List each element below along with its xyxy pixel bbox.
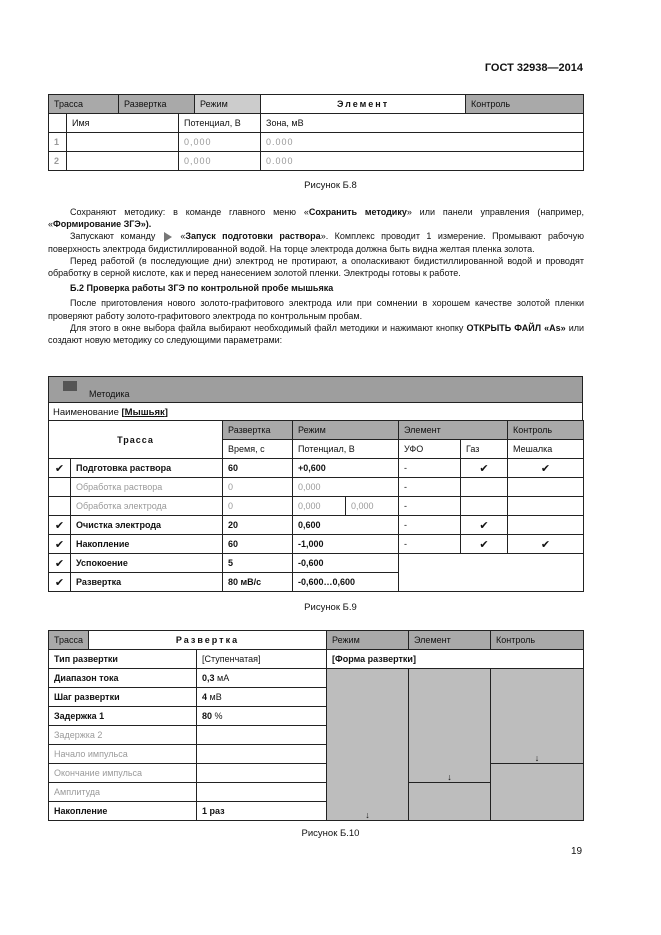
table-row: ✔ Развертка 80 мВ/с -0,600…0,600: [49, 573, 584, 592]
tab-rezhim[interactable]: Режим: [293, 421, 399, 440]
tab-rezhim[interactable]: Режим: [327, 631, 409, 650]
waveform-panel-2[interactable]: [409, 669, 491, 783]
arrow-down-icon: ↓: [534, 753, 540, 763]
fig9-table: [48, 420, 584, 592]
fig10-tabs-row: [49, 631, 584, 650]
tab-element[interactable]: Элемент: [409, 631, 491, 650]
waveform-panel-2b[interactable]: [409, 783, 491, 821]
table-row: Задержка 1 80 %: [49, 707, 584, 726]
table-row: Амплитуда: [49, 783, 584, 802]
col-time: Время, с: [223, 440, 293, 459]
tab-trassa[interactable]: Трасса: [49, 95, 119, 114]
tab-kontrol[interactable]: Контроль: [508, 421, 584, 440]
fig8-table: [48, 94, 584, 171]
fig8-header-row: [49, 114, 584, 133]
table-row: 1 0,000 0.000: [49, 133, 584, 152]
fig10-table: [48, 630, 584, 821]
tab-element[interactable]: Элемент: [261, 95, 466, 114]
check-icon[interactable]: ✔: [49, 573, 71, 592]
standard-header: ГОСТ 32938—2014: [484, 62, 583, 74]
check-icon[interactable]: ✔: [461, 535, 508, 554]
check-icon[interactable]: ✔: [461, 459, 508, 478]
col-gas: Газ: [461, 440, 508, 459]
window-icon: [63, 381, 77, 391]
tab-rezhim[interactable]: Режим: [195, 95, 261, 114]
table-row: Шаг развертки 4 мВ: [49, 688, 584, 707]
fig10-caption: Рисунок Б.10: [301, 828, 360, 839]
check-icon[interactable]: ✔: [49, 554, 71, 573]
run-icon: [164, 232, 172, 242]
table-row: 2 0,000 0.000: [49, 152, 584, 171]
col-stirrer: Мешалка: [508, 440, 584, 459]
tab-element[interactable]: Элемент: [399, 421, 508, 440]
fig9-tabs-row: [49, 421, 584, 440]
method-name-row: Наименование [Мышьяк]: [48, 402, 583, 422]
table-row: ✔ Накопление 60 -1,000 - ✔ ✔: [49, 535, 584, 554]
tab-razvertka[interactable]: Развертка: [89, 631, 327, 650]
arrow-down-icon: ↓: [447, 772, 452, 782]
table-row: Задержка 2: [49, 726, 584, 745]
form-label: [Форма развертки]: [327, 650, 584, 669]
arrow-down-icon: ↓: [365, 810, 370, 820]
check-icon[interactable]: ✔: [49, 516, 71, 535]
tab-kontrol[interactable]: Контроль: [466, 95, 584, 114]
check-icon[interactable]: ✔: [49, 459, 71, 478]
table-row: Накопление 1 раз: [49, 802, 584, 821]
text-block-1: Сохраняют методику: в команде главного меню «Сохранить методику» или панели управления (например, «Формирование ЗГЭ»). Запускают команду «Запуск подготовки раствора». Комплекс проводит 1 измерение. Промывают рабочую поверхность электрода бидистиллированной водой. На торце электрода должна быть видна желтая пленка золота. Перед работой (в последующие дни) электрод не протирают, а ополаскивают бидистиллированной водой и проводят обработку в серной кислоте, как и перед нанесением золотой пленки. Электроды готовы к работе. Б.2 Проверка работы ЗГЭ по контрольной пробе мышьяка После приготовления нового золото-графитового электрода или при сомнении в хорошем качестве золотой пленки проверяют работу золото-графитового электрода по контрольным пробам. Для этого в окне выбора файла выбирают необходимый файл методики и нажимают кнопку ОТКРЫТЬ ФАЙЛ «As» или создают новую методику со следующими параметрами:: [48, 207, 584, 346]
fig8-tabs-row: [49, 95, 584, 114]
fig9-caption: Рисунок Б.9: [304, 602, 357, 613]
tab-razvertka[interactable]: Развертка: [223, 421, 293, 440]
table-row: ✔ Подготовка раствора 60 +0,600 - ✔ ✔: [49, 459, 584, 478]
fig8-caption: Рисунок Б.8: [304, 180, 357, 191]
table-row: ✔ Успокоение 5 -0,600: [49, 554, 584, 573]
table-row: Окончание импульса: [49, 764, 584, 783]
table-row: Обработка электрода 0 0,000 0,000 -: [49, 497, 584, 516]
table-row: Обработка раствора 0 0,000 -: [49, 478, 584, 497]
waveform-panel-3b[interactable]: [491, 764, 584, 821]
check-icon[interactable]: ✔: [49, 535, 71, 554]
page-number: 19: [571, 846, 583, 857]
col-potential: Потенциал, В: [179, 114, 261, 133]
tab-kontrol[interactable]: Контроль: [491, 631, 584, 650]
name-label: Наименование: [53, 407, 119, 418]
col-name: Имя: [67, 114, 179, 133]
tab-trassa[interactable]: Трасса: [49, 631, 89, 650]
check-icon[interactable]: ✔: [508, 535, 584, 554]
table-row: Диапазон тока 0,3 мА ↓ ↓ ↓: [49, 669, 584, 688]
col-zone: Зона, мВ: [261, 114, 584, 133]
waveform-panel-3[interactable]: [491, 669, 584, 764]
check-icon[interactable]: ✔: [508, 459, 584, 478]
tab-razvertka[interactable]: Развертка: [119, 95, 195, 114]
table-row: Тип развертки [Ступенчатая] [Форма развертки]: [49, 650, 584, 669]
col-potential: Потенциал, В: [293, 440, 399, 459]
name-value[interactable]: Мышьяк: [124, 407, 165, 418]
col-uvo: УФО: [399, 440, 461, 459]
window-title: Методика: [89, 389, 130, 399]
check-icon[interactable]: ✔: [461, 516, 508, 535]
table-row: ✔ Очистка электрода 20 0,600 - ✔: [49, 516, 584, 535]
tab-trassa[interactable]: Трасса: [49, 421, 223, 459]
waveform-panel-1[interactable]: [327, 669, 409, 821]
table-row: Начало импульса: [49, 745, 584, 764]
